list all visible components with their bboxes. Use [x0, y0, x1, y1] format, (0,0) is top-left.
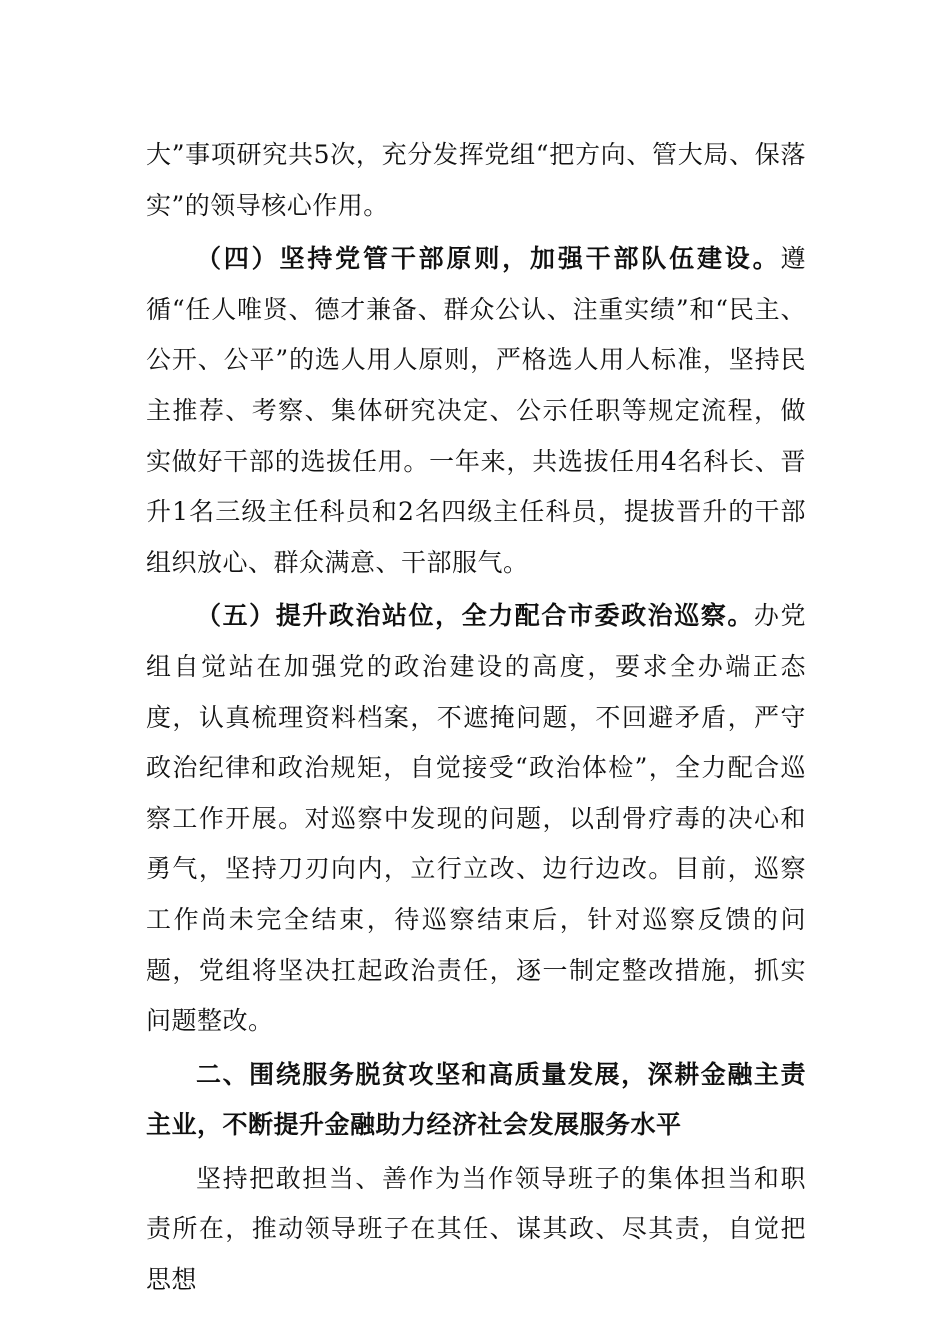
document-page [146, 130, 806, 1306]
paragraph-3 [146, 591, 806, 1046]
paragraph-1 [146, 130, 806, 231]
paragraph-4 [146, 1154, 806, 1306]
paragraph-1-text: 大”事项研究共5次，充分发挥党组“把方向、管大局、保落实”的领导核心作用。 [146, 140, 806, 220]
paragraph-2 [146, 234, 806, 588]
chapter-2-heading: 二、围绕服务脱贫攻坚和高质量发展，深耕金融主责主业，不断提升金融助力经济社会发展服务水平 [146, 1059, 806, 1140]
paragraph-3-text: 办党组自觉站在加强党的政治建设的高度，要求全办端正态度，认真梳理资料档案，不遮掩问题，不回避矛盾，严守政治纪律和政治规矩，自觉接受“政治体检”，全力配合巡察工作开展。对巡察中发现的问题，以刮骨疗毒的决心和勇气，坚持刀刃向内，立行立改、边行边改。目前，巡察工作尚未完全结束，待巡察结束后，针对巡察反馈的问题，党组将坚决扛起政治责任，逐一制定整改措施，抓实问题整改。 [146, 601, 806, 1036]
section-4-heading: （四）坚持党管干部原则，加强干部队伍建设。 [196, 244, 781, 274]
paragraph-2-text: 遵循“任人唯贤、德才兼备、群众公认、注重实绩”和“民主、公开、公平”的选人用人原则，严格选人用人标准，坚持民主推荐、考察、集体研究决定、公示任职等规定流程，做实做好干部的选拔任用。一年来，共选拔任用4名科长、晋升1名三级主任科员和2名四级主任科员，提拔晋升的干部组织放心、群众满意、干部服气。 [146, 244, 806, 577]
paragraph-4-text: 坚持把敢担当、善作为当作领导班子的集体担当和职责所在，推动领导班子在其任、谋其政、尽其责，自觉把思想 [146, 1163, 806, 1295]
section-5-heading: （五）提升政治站位，全力配合市委政治巡察。 [196, 601, 754, 631]
